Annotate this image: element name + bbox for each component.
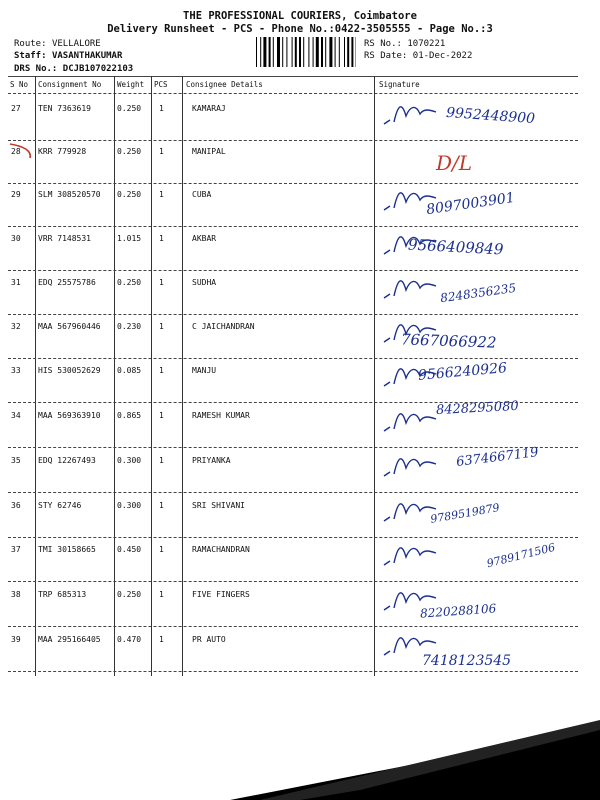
barcode-bar <box>325 37 326 67</box>
row-consignee: RAMACHANDRAN <box>192 545 250 554</box>
row-signature: 9789171506 <box>485 540 557 571</box>
row-signature: 9566240926 <box>417 360 508 384</box>
row-consignee: PR AUTO <box>192 635 226 644</box>
row-sno: 32 <box>11 322 21 331</box>
col-header-pcs: PCS <box>154 80 168 89</box>
col-divider <box>151 76 152 676</box>
row-signature: 8428295080 <box>435 398 520 419</box>
row-divider <box>8 671 578 672</box>
company-title: THE PROFESSIONAL COURIERS, Coimbatore <box>183 10 417 22</box>
row-divider <box>8 358 578 359</box>
row-signature: 8248356235 <box>439 280 517 306</box>
row-weight: 1.015 <box>117 234 142 243</box>
row-consignee: FIVE FINGERS <box>192 590 250 599</box>
col-header-sno: S No <box>10 80 29 89</box>
row-consignment-no: MAA 567960446 <box>38 322 101 331</box>
drs-label: DRS No.: <box>14 64 58 74</box>
row-pcs: 1 <box>159 278 164 287</box>
barcode-bar <box>282 37 283 67</box>
row-signature: 9566409849 <box>407 235 504 259</box>
row-sno: 29 <box>11 190 21 199</box>
barcode-bar <box>313 37 314 67</box>
row-sno: 30 <box>11 234 21 243</box>
col-header-consignment: Consignment No <box>38 80 102 89</box>
barcode-bar <box>316 37 319 67</box>
row-weight: 0.250 <box>117 190 142 199</box>
row-pcs: 1 <box>159 501 164 510</box>
row-sno: 31 <box>11 278 21 287</box>
handwritten-signature-scribble <box>380 228 460 258</box>
handwritten-signature-scribble <box>380 360 460 390</box>
rs-no-value: 1070221 <box>407 39 446 49</box>
row-consignee: C JAICHANDRAN <box>192 322 255 331</box>
row-consignee: RAMESH KUMAR <box>192 411 250 420</box>
row-signature: 8220288106 <box>419 601 497 621</box>
row-weight: 0.250 <box>117 147 142 156</box>
barcode-bar <box>308 37 309 67</box>
row-consignment-no: TEN 7363619 <box>38 104 91 113</box>
barcode-bar <box>351 37 353 67</box>
row-pcs: 1 <box>159 590 164 599</box>
handwritten-signature-scribble <box>380 272 460 302</box>
row-sno: 33 <box>11 366 21 375</box>
row-sno: 27 <box>11 104 21 113</box>
row-signature: D/L <box>436 151 473 175</box>
barcode-bar <box>321 37 323 67</box>
handwritten-signature-scribble <box>380 316 460 346</box>
row-signature: 9789519879 <box>429 501 501 526</box>
route-label: Route: <box>14 39 47 49</box>
row-signature: 8097003901 <box>425 189 516 219</box>
row-pcs: 1 <box>159 366 164 375</box>
runsheet-subtitle: Delivery Runsheet - PCS - Phone No.:0422-3505555 - Page No.:3 <box>107 23 493 35</box>
row-consignment-no: TMI 30158665 <box>38 545 96 554</box>
row-weight: 0.085 <box>117 366 142 375</box>
col-header-consignee: Consignee Details <box>186 80 263 89</box>
staff-value: VASANTHAKUMAR <box>51 51 123 61</box>
barcode-bar <box>277 37 280 67</box>
row-sno: 28 <box>11 147 21 156</box>
row-consignee: MANIPAL <box>192 147 226 156</box>
barcode-bar <box>295 37 297 67</box>
row-weight: 0.250 <box>117 104 142 113</box>
handwritten-signature-scribble <box>380 495 460 525</box>
row-sno: 39 <box>11 635 21 644</box>
drs-value: DCJB107022103 <box>62 64 134 74</box>
row-sno: 35 <box>11 456 21 465</box>
row-weight: 0.470 <box>117 635 142 644</box>
handwritten-signature-scribble <box>380 539 460 569</box>
handwritten-signature-scribble <box>380 98 460 128</box>
row-weight: 0.250 <box>117 278 142 287</box>
col-divider <box>114 76 115 676</box>
row-divider <box>8 537 578 538</box>
row-divider <box>8 270 578 271</box>
row-consignee: MANJU <box>192 366 217 375</box>
barcode-bar <box>299 37 301 67</box>
row-pcs: 1 <box>159 456 164 465</box>
row-pcs: 1 <box>159 545 164 554</box>
row-pcs: 1 <box>159 322 164 331</box>
row-weight: 0.230 <box>117 322 142 331</box>
row-sno: 37 <box>11 545 21 554</box>
row-consignment-no: SLM 308520570 <box>38 190 101 199</box>
row-sno: 34 <box>11 411 21 420</box>
barcode-bar <box>269 37 271 67</box>
col-header-signature: Signature <box>379 80 420 89</box>
row-consignment-no: EDQ 25575786 <box>38 278 96 287</box>
barcode-bar <box>339 37 340 67</box>
barcode-bar <box>286 37 287 67</box>
row-divider <box>8 314 578 315</box>
handwritten-signature-scribble <box>380 184 460 214</box>
row-consignment-no: KRR 779928 <box>38 147 87 156</box>
row-consignee: PRIYANKA <box>192 456 231 465</box>
barcode-image <box>256 37 356 67</box>
handwritten-signature-scribble <box>380 450 460 480</box>
rs-no-line <box>364 38 445 50</box>
table-top-rule <box>8 76 578 77</box>
barcode-bar <box>273 37 274 67</box>
row-signature: 7418123545 <box>422 653 512 669</box>
row-divider <box>8 140 578 141</box>
row-signature: 6374667119 <box>455 445 540 470</box>
row-weight: 0.450 <box>117 545 142 554</box>
row-sno: 36 <box>11 501 21 510</box>
row-consignment-no: HIS 530052629 <box>38 366 101 375</box>
row-consignment-no: STY 62746 <box>38 501 82 510</box>
row-signature: 7667066922 <box>400 330 497 352</box>
row-pcs: 1 <box>159 147 164 156</box>
row-consignee: AKBAR <box>192 234 217 243</box>
row-divider <box>8 226 578 227</box>
rs-no-label: RS No.: <box>364 39 402 49</box>
row-consignee: CUBA <box>192 190 212 199</box>
row-consignee: KAMARAJ <box>192 104 226 113</box>
barcode-bar <box>256 37 257 67</box>
barcode-bar <box>292 37 293 67</box>
row-consignment-no: EDQ 12267493 <box>38 456 96 465</box>
row-pcs: 1 <box>159 190 164 199</box>
route-line <box>14 38 101 50</box>
row-sno: 38 <box>11 590 21 599</box>
barcode-bar <box>303 37 304 67</box>
staff-line <box>14 50 122 62</box>
row-consignee: SUDHA <box>192 278 217 287</box>
row-divider <box>8 183 578 184</box>
row-divider <box>8 581 578 582</box>
row-signature: 9952448900 <box>445 104 536 128</box>
barcode-bar <box>335 37 336 67</box>
row-consignment-no: MAA 295166405 <box>38 635 101 644</box>
staff-label: Staff: <box>14 51 47 61</box>
row-circle-mark <box>6 140 36 164</box>
handwritten-signature-scribble <box>380 584 460 614</box>
barcode-bar <box>260 37 261 67</box>
row-consignment-no: TRP 685313 <box>38 590 87 599</box>
row-weight: 0.300 <box>117 456 142 465</box>
col-header-weight: Weight <box>117 80 145 89</box>
row-pcs: 1 <box>159 635 164 644</box>
scan-shadow <box>0 720 600 800</box>
row-pcs: 1 <box>159 411 164 420</box>
col-divider <box>374 76 375 676</box>
handwritten-signature-scribble <box>380 629 460 659</box>
row-divider <box>8 447 578 448</box>
col-divider <box>35 76 36 676</box>
col-divider <box>182 76 183 676</box>
row-divider <box>8 492 578 493</box>
row-divider <box>8 626 578 627</box>
barcode-bar <box>329 37 332 67</box>
rs-date-label: RS Date: <box>364 51 408 61</box>
rs-date-value: 01-Dec-2022 <box>412 51 473 61</box>
row-consignment-no: VRR 7148531 <box>38 234 91 243</box>
barcode-bar <box>347 37 349 67</box>
row-weight: 0.250 <box>117 590 142 599</box>
drs-line <box>14 63 133 75</box>
route-value: VELLALORE <box>51 39 101 49</box>
barcode-bar <box>344 37 345 67</box>
header-bottom-rule <box>8 93 578 94</box>
row-weight: 0.865 <box>117 411 142 420</box>
row-pcs: 1 <box>159 104 164 113</box>
row-weight: 0.300 <box>117 501 142 510</box>
handwritten-signature-scribble <box>380 405 460 435</box>
rs-date-line <box>364 50 472 62</box>
row-consignee: SRI SHIVANI <box>192 501 245 510</box>
row-consignment-no: MAA 569363910 <box>38 411 101 420</box>
row-pcs: 1 <box>159 234 164 243</box>
barcode-bar <box>263 37 266 67</box>
